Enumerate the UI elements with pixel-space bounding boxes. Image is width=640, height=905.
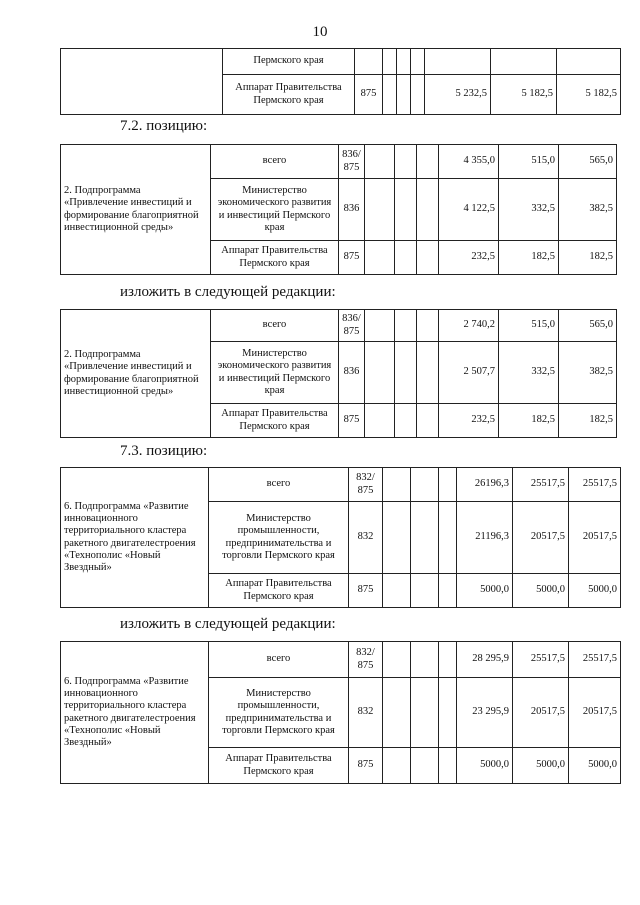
executor-cell: Аппарат Правительства Пермского края (209, 748, 349, 784)
table-row (61, 145, 617, 179)
value-cell: 5 182,5 (557, 75, 621, 115)
value-cell: 332,5 (499, 342, 559, 404)
code-cell: 875 (355, 75, 383, 115)
table-row (61, 49, 621, 75)
value-cell: 5000,0 (457, 574, 513, 608)
value-cell: 4 122,5 (439, 179, 499, 241)
program-cell (61, 49, 223, 115)
executor-cell: Аппарат Правительства Пермского края (211, 404, 339, 438)
value-cell: 332,5 (499, 179, 559, 241)
value-cell: 515,0 (499, 145, 559, 179)
executor-cell: Министерство экономического развития и инвестиций Пермского края (211, 179, 339, 241)
code-cell: 875 (349, 574, 383, 608)
value-cell: 382,5 (559, 342, 617, 404)
executor-cell: всего (209, 642, 349, 678)
value-cell: 5000,0 (513, 748, 569, 784)
value-cell: 382,5 (559, 179, 617, 241)
code-cell: 832/ 875 (349, 468, 383, 502)
value-cell: 25517,5 (569, 468, 621, 502)
value-cell: 565,0 (559, 145, 617, 179)
value-cell: 25517,5 (513, 468, 569, 502)
value-cell: 515,0 (499, 310, 559, 342)
value-cell: 5000,0 (569, 748, 621, 784)
value-cell: 5000,0 (513, 574, 569, 608)
code-cell: 836 (339, 342, 365, 404)
table-7-2-old (60, 144, 617, 275)
value-cell: 5000,0 (457, 748, 513, 784)
value-cell: 5000,0 (569, 574, 621, 608)
executor-cell: Министерство промышленности, предпринимательства и торговли Пермского края (209, 678, 349, 748)
value-cell: 20517,5 (513, 678, 569, 748)
code-cell: 836 (339, 179, 365, 241)
code-cell: 836/ 875 (339, 310, 365, 342)
continuation-table (60, 48, 621, 115)
code-cell: 875 (339, 404, 365, 438)
table-7-2-new (60, 309, 617, 438)
value-cell: 28 295,9 (457, 642, 513, 678)
executor-cell: Аппарат Правительства Пермского края (211, 241, 339, 275)
value-cell: 182,5 (499, 404, 559, 438)
executor-cell: Министерство промышленности, предпринимательства и торговли Пермского края (209, 502, 349, 574)
code-cell: 875 (349, 748, 383, 784)
executor-cell: Аппарат Правительства Пермского края (209, 574, 349, 608)
value-cell: 182,5 (559, 404, 617, 438)
value-cell: 20517,5 (513, 502, 569, 574)
heading-new-redaction-2: изложить в следующей редакции: (120, 616, 336, 632)
executor-cell: Пермского края (223, 49, 355, 75)
program-cell: 6. Подпрограмма «Развитие инновационного территориального кластера ракетного двигателестроения «Технополис «Новый Звездный» (61, 642, 209, 784)
value-cell: 182,5 (559, 241, 617, 275)
code-cell: 875 (339, 241, 365, 275)
heading-new-redaction-1: изложить в следующей редакции: (120, 284, 336, 300)
table-row (61, 642, 621, 678)
program-cell: 2. Подпрограмма «Привлечение инвестиций и формирование благоприятной инвестиционной среды» (61, 145, 211, 275)
value-cell: 5 232,5 (425, 75, 491, 115)
value-cell: 2 507,7 (439, 342, 499, 404)
value-cell: 2 740,2 (439, 310, 499, 342)
value-cell: 565,0 (559, 310, 617, 342)
heading-7-3: 7.3. позицию: (120, 443, 208, 459)
table-row (61, 468, 621, 502)
heading-7-2: 7.2. позицию: (120, 118, 208, 134)
value-cell: 232,5 (439, 404, 499, 438)
table-7-3-new (60, 641, 621, 784)
value-cell: 25517,5 (569, 642, 621, 678)
executor-cell: Аппарат Правительства Пермского края (223, 75, 355, 115)
code-cell: 836/ 875 (339, 145, 365, 179)
value-cell: 4 355,0 (439, 145, 499, 179)
value-cell: 25517,5 (513, 642, 569, 678)
table-row (61, 310, 617, 342)
value-cell: 26196,3 (457, 468, 513, 502)
value-cell: 5 182,5 (491, 75, 557, 115)
program-cell: 2. Подпрограмма «Привлечение инвестиций и формирование благоприятной инвестиционной среды» (61, 310, 211, 438)
executor-cell: всего (209, 468, 349, 502)
code-cell: 832 (349, 678, 383, 748)
value-cell: 23 295,9 (457, 678, 513, 748)
value-cell: 20517,5 (569, 678, 621, 748)
code-cell: 832 (349, 502, 383, 574)
value-cell: 21196,3 (457, 502, 513, 574)
table-7-3-old (60, 467, 621, 608)
value-cell: 232,5 (439, 241, 499, 275)
executor-cell: всего (211, 145, 339, 179)
executor-cell: Министерство экономического развития и инвестиций Пермского края (211, 342, 339, 404)
program-cell: 6. Подпрограмма «Развитие инновационного территориального кластера ракетного двигателестроения «Технополис «Новый Звездный» (61, 468, 209, 608)
value-cell: 20517,5 (569, 502, 621, 574)
value-cell: 182,5 (499, 241, 559, 275)
executor-cell: всего (211, 310, 339, 342)
page-number: 10 (312, 24, 328, 40)
code-cell: 832/ 875 (349, 642, 383, 678)
